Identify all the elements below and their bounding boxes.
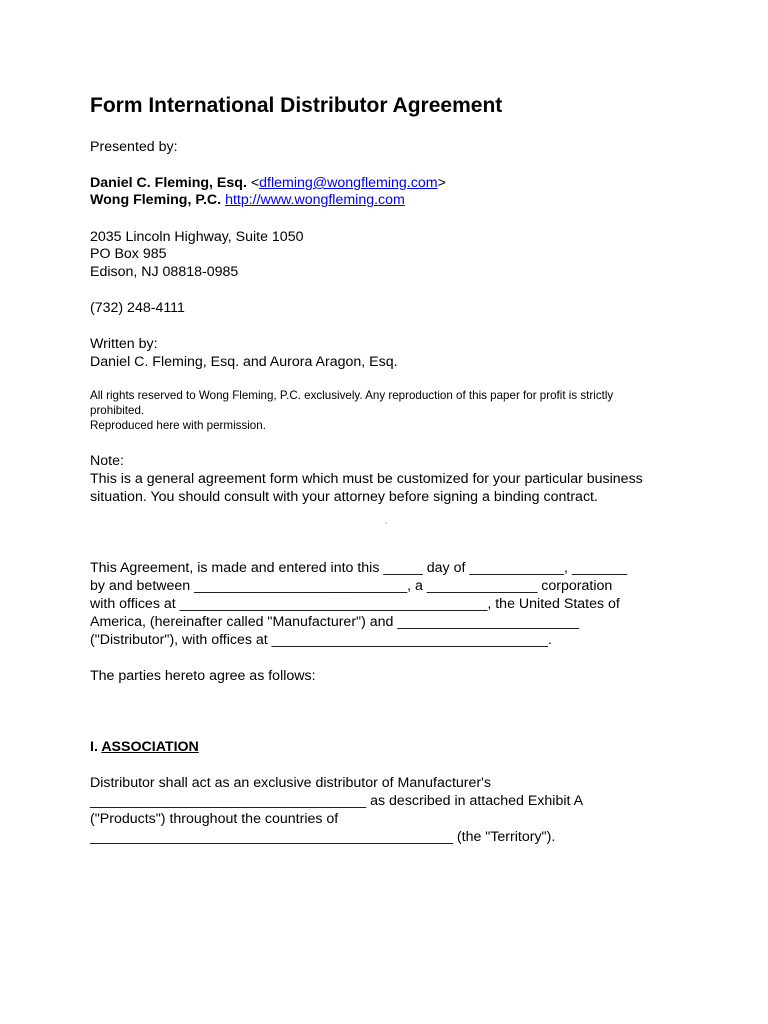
written-by-names: Daniel C. Fleming, Esq. and Aurora Aragon, Esq. <box>90 354 398 370</box>
author-name: Daniel C. Fleming, Esq. <box>90 175 247 191</box>
section-heading <box>90 739 199 757</box>
agreement-line-2: by and between ___________________________, a ______________ corporation <box>90 578 613 594</box>
written-by-label: Written by: <box>90 336 158 352</box>
scan-speck <box>385 522 387 524</box>
note-line-2: situation. You should consult with your attorney before signing a binding contract. <box>90 489 598 505</box>
section-line-4: ______________________________________________ (the "Territory"). <box>90 829 556 845</box>
author-email-link[interactable]: dfleming@wongfleming.com <box>259 175 438 191</box>
note-line-1: This is a general agreement form which must be customized for your particular business <box>90 471 643 487</box>
author-contact-line <box>90 175 446 193</box>
section-line-2: ___________________________________ as described in attached Exhibit A <box>90 793 584 809</box>
section-title: ASSOCIATION <box>101 739 199 755</box>
rights-notice-line-2: prohibited. <box>90 404 145 417</box>
email-close-bracket: > <box>437 175 446 191</box>
agreement-line-5: ("Distributor"), with offices at ___________________________________. <box>90 632 552 648</box>
agreement-line-1: This Agreement, is made and entered into this _____ day of ____________, _______ <box>90 560 628 576</box>
firm-name: Wong Fleming, P.C. <box>90 192 222 208</box>
address-line-2: PO Box 985 <box>90 246 167 262</box>
document-title: Form International Distributor Agreement <box>90 94 503 117</box>
rights-notice-line-1: All rights reserved to Wong Fleming, P.C. exclusively. Any reproduction of this paper for profit is strictly <box>90 389 614 402</box>
email-open-bracket: < <box>246 175 260 191</box>
agreement-line-3: with offices at _______________________________________, the United States of <box>90 596 620 612</box>
section-line-3: ("Products") throughout the countries of <box>90 811 339 827</box>
section-number: I. <box>90 739 102 755</box>
note-label: Note: <box>90 453 124 469</box>
address-line-3: Edison, NJ 08818-0985 <box>90 264 239 280</box>
section-line-1: Distributor shall act as an exclusive distributor of Manufacturer's <box>90 775 491 791</box>
parties-agree-text: The parties hereto agree as follows: <box>90 668 316 684</box>
agreement-line-4: America, (hereinafter called "Manufacturer") and _______________________ <box>90 614 579 630</box>
firm-contact-line <box>90 192 405 210</box>
reproduced-notice: Reproduced here with permission. <box>90 419 266 432</box>
phone-number: (732) 248-4111 <box>90 300 185 316</box>
address-line-1: 2035 Lincoln Highway, Suite 1050 <box>90 229 304 245</box>
firm-website-link[interactable]: http://www.wongfleming.com <box>225 192 405 208</box>
presented-by-label: Presented by: <box>90 139 178 155</box>
